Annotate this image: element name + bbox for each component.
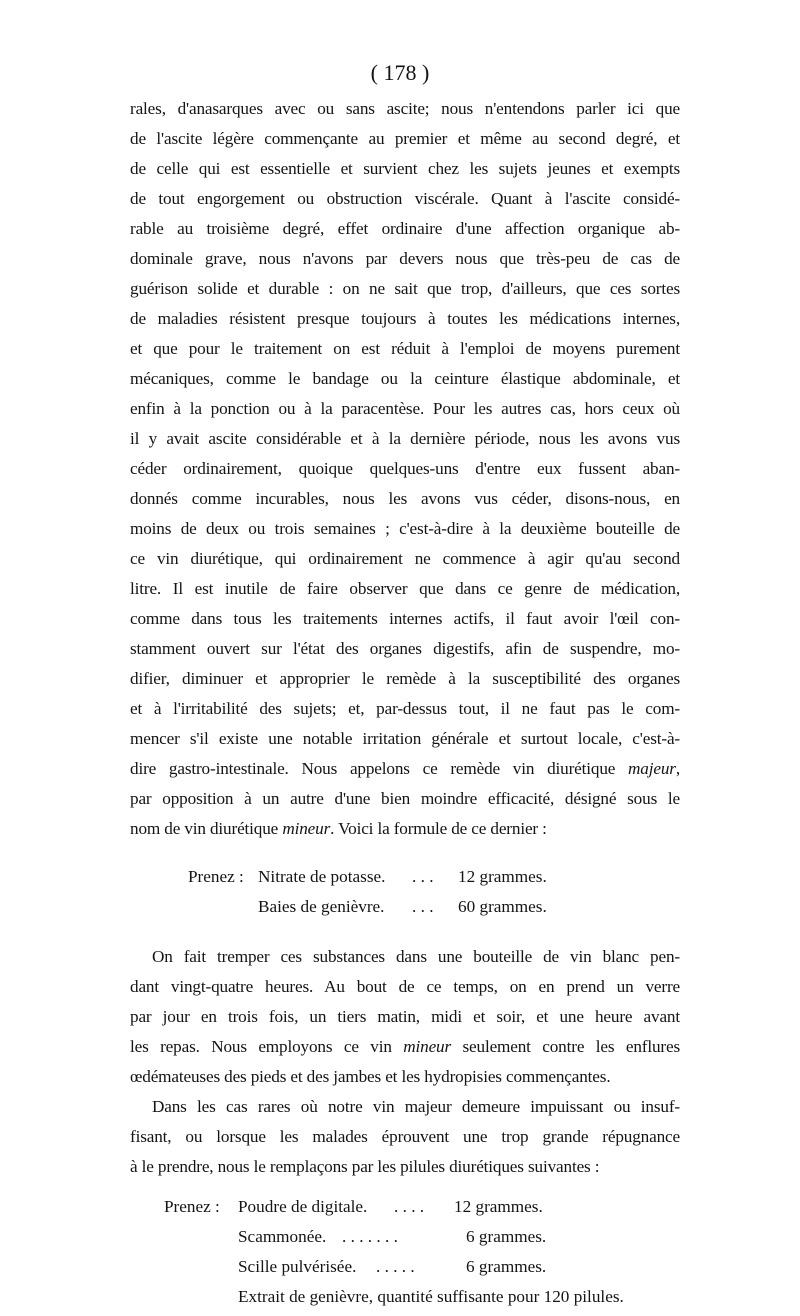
formula-dots: . . . . [394, 1197, 425, 1216]
formula-item-name: Scammonée. [238, 1227, 327, 1246]
formula-row [130, 1282, 680, 1312]
emphasis-majeur: majeur [628, 759, 676, 778]
formula-item-name: Poudre de digitale. [238, 1197, 368, 1216]
text-line: comme dans tous les traitements internes actifs, il faut avoir l'œil con- [130, 609, 680, 628]
formula-item-qty: 60 grammes. [458, 897, 547, 916]
text-line: rable au troisième degré, effet ordinaire d'une affection organique ab- [130, 219, 680, 238]
formula-2 [130, 1192, 680, 1316]
formula-item-name: Scille pulvérisée. [238, 1257, 357, 1276]
text-line: Dans les cas rares où notre vin majeur demeure impuissant ou insuf- [152, 1097, 680, 1116]
formula-1 [130, 862, 680, 926]
formula-prefix: Prenez : [188, 867, 244, 886]
text-line: stamment ouvert sur l'état des organes digestifs, afin de suspendre, mo- [130, 639, 680, 658]
text-line: il y avait ascite considérable et à la dernière période, nous les avons vus [130, 429, 680, 448]
text-line: mécaniques, comme le bandage ou la ceinture élastique abdominale, et [130, 369, 680, 388]
line-text: les repas. Nous employons ce vin [130, 1037, 404, 1056]
formula-dots: . . . [412, 867, 434, 886]
text-line: et à l'irritabilité des sujets; et, par-dessus tout, il ne faut pas le com- [130, 699, 680, 718]
emphasis-mineur: mineur [403, 1037, 452, 1056]
text-line: moins de deux ou trois semaines ; c'est-à-dire à la deuxième bouteille de [130, 519, 680, 538]
text-line: et que pour le traitement on est réduit à l'emploi de moyens purement [130, 339, 680, 358]
formula-row [130, 1222, 680, 1252]
formula-item-name: Nitrate de potasse. [258, 867, 386, 886]
formula-row [130, 1252, 680, 1282]
paragraph-1 [130, 94, 680, 844]
text-line: donnés comme incurables, nous les avons vus céder, disons-nous, en [130, 489, 680, 508]
text-line: guérison solide et durable : on ne sait que trop, d'ailleurs, que ces sortes [130, 279, 680, 298]
formula-item-qty: 6 grammes. [466, 1227, 547, 1246]
formula-item-qty: 6 grammes. [466, 1257, 547, 1276]
text-line: œdémateuses des pieds et des jambes et les hydropisies commençantes. [130, 1067, 611, 1086]
formula-item-qty: 12 grammes. [454, 1197, 543, 1216]
line-text: , [675, 759, 680, 778]
text-line: fisant, ou lorsque les malades éprouvent une trop grande répugnance [130, 1127, 680, 1146]
text-line: On fait tremper ces substances dans une bouteille de vin blanc pen- [152, 947, 680, 966]
text-line: mencer s'il existe une notable irritation générale et surtout locale, c'est-à- [130, 729, 680, 748]
line-text: nom de vin diurétique [130, 819, 283, 838]
text-line: difier, diminuer et approprier le remède à la susceptibilité des organes [130, 669, 680, 688]
text-line: rales, d'anasarques avec ou sans ascite; nous n'entendons parler ici que [130, 99, 680, 118]
text-line [130, 754, 680, 784]
text-line [130, 814, 680, 844]
line-text: seulement contre les enflures [451, 1037, 680, 1056]
text-block [130, 94, 680, 1316]
formula-item-qty: 12 grammes. [458, 867, 547, 886]
formula-row [130, 892, 680, 922]
page-number: ( 178 ) [370, 60, 430, 85]
text-line: de tout engorgement ou obstruction viscérale. Quant à l'ascite considé- [130, 189, 680, 208]
text-line: céder ordinairement, quoique quelques-uns d'entre eux fussent aban- [130, 459, 680, 478]
text-line: par opposition à un autre d'une bien moindre efficacité, désigné sous le [130, 789, 680, 808]
text-line [130, 1032, 680, 1062]
text-line: par jour en trois fois, un tiers matin, midi et soir, et une heure avant [130, 1007, 680, 1026]
text-line: de maladies résistent presque toujours à toutes les médications internes, [130, 309, 680, 328]
text-line: dant vingt-quatre heures. Au bout de ce temps, on en prend un verre [130, 977, 680, 996]
formula-dots: . . . [412, 897, 434, 916]
paragraph-2 [130, 942, 680, 1092]
text-line: de l'ascite légère commençante au premier et même au second degré, et [130, 129, 680, 148]
text-line: ce vin diurétique, qui ordinairement ne commence à agir qu'au second [130, 549, 680, 568]
emphasis-mineur: mineur [282, 819, 331, 838]
text-line: à le prendre, nous le remplaçons par les pilules diurétiques suivantes : [130, 1157, 600, 1176]
formula-dots: . . . . . [376, 1257, 415, 1276]
text-line: enfin à la ponction ou à la paracentèse. Pour les autres cas, hors ceux où [130, 399, 680, 418]
text-line: litre. Il est inutile de faire observer que dans ce genre de médication, [130, 579, 680, 598]
line-text: dire gastro-intestinale. Nous appelons ce remède vin diurétique [130, 759, 629, 778]
formula-prefix: Prenez : [164, 1197, 220, 1216]
line-text: . Voici la formule de ce dernier : [330, 819, 547, 838]
formula-row [130, 862, 680, 892]
text-line: de celle qui est essentielle et survient chez les sujets jeunes et exempts [130, 159, 680, 178]
text-line: dominale grave, nous n'avons par devers nous que très-peu de cas de [130, 249, 680, 268]
formula-dots: . . . . . . . [342, 1227, 398, 1246]
formula-row [130, 1192, 680, 1222]
paragraph-3 [130, 1092, 680, 1182]
formula-last-line: Extrait de genièvre, quantité suffisante pour 120 pilules. [238, 1287, 624, 1306]
formula-item-name: Baies de genièvre. [258, 897, 385, 916]
